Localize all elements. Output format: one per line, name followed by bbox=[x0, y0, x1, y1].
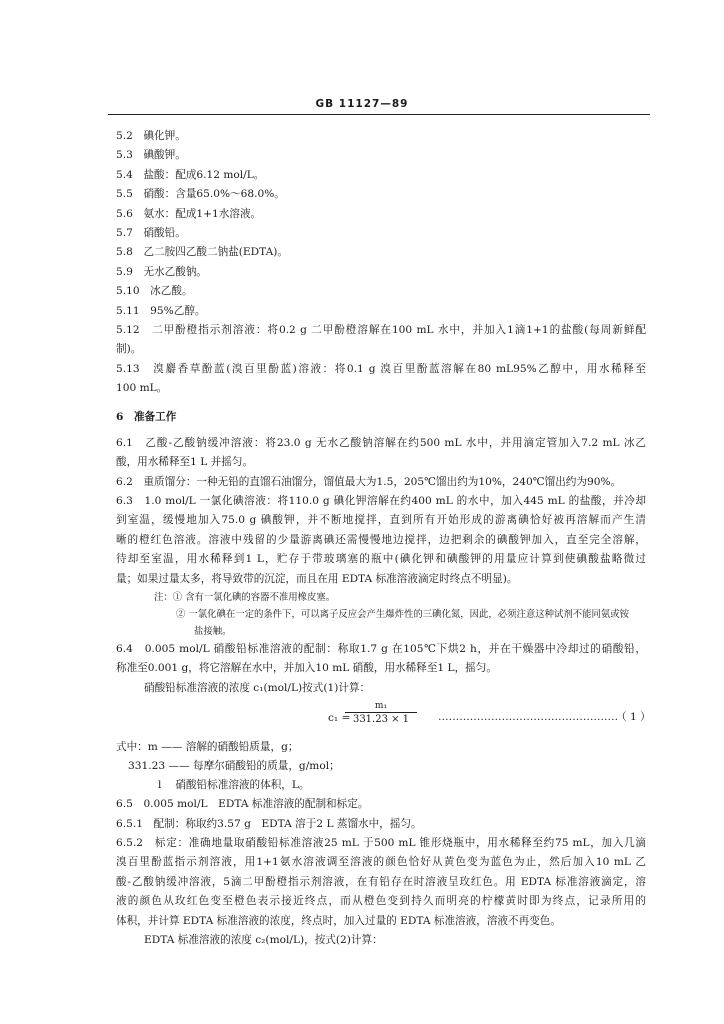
para-6-5-2-line4: 液的颜色从玫红色变至橙色表示接近终点，而从橙色变到持久而明亮的柠檬黄时即为终点，记录所用的 bbox=[116, 895, 646, 908]
definition-m: 式中：m —— 溶解的硝酸铅质量，g； bbox=[116, 741, 299, 754]
para-6-4-line2: 称准至0.001 g，将它溶解在水中，并加入10 mL 硝酸，用水稀释至1 L，摇匀。 bbox=[116, 662, 497, 675]
item-5-7: 5.7 硝酸铅。 bbox=[116, 226, 186, 239]
item-5-3: 5.3 碘酸钾。 bbox=[116, 149, 186, 162]
item-5-8: 5.8 乙二胺四乙酸二钠盐(EDTA)。 bbox=[116, 246, 289, 259]
para-6-3-line2: 到室温，缓慢地加入75.0 g 碘酸钾，并不断地搅拌，直到所有开始形成的游离碘恰好被再溶解而产生清 bbox=[116, 514, 646, 527]
item-5-10: 5.10 冰乙酸。 bbox=[116, 285, 193, 298]
item-5-13-line1: 5.13 溴麝香草酚蓝(溴百里酚蓝)溶液：将0.1 g 溴百里酚蓝溶解在80 mL95%乙醇中，用水稀释至 bbox=[116, 362, 646, 375]
para-6-4-line3: 硝酸铅标准溶液的浓度 c₁(mol/L)按式(1)计算： bbox=[144, 681, 371, 694]
formula-1-denominator: 331.23 × 1 bbox=[352, 714, 410, 726]
formula-1-number: （ 1 ） bbox=[616, 711, 651, 724]
formula-1 bbox=[116, 700, 651, 734]
page-header: GB 11127—89 bbox=[315, 98, 409, 110]
section-6-heading: 6 准备工作 bbox=[116, 411, 177, 424]
item-5-12-line1: 5.12 二甲酚橙指示剂溶液：将0.2 g 二甲酚橙溶解在100 mL 水中，并加入1滴1+1的盐酸(每周新鲜配 bbox=[116, 323, 646, 336]
para-6-1-line1: 6.1 乙酸-乙酸钠缓冲溶液：将23.0 g 无水乙酸钠溶解在约500 mL 水中，并用滴定管加入7.2 mL 冰乙 bbox=[116, 436, 646, 449]
formula-1-lhs: c₁ = bbox=[328, 712, 351, 725]
note-1: 注：① 含有一氯化碘的容器不准用橡皮塞。 bbox=[154, 591, 336, 603]
document-body bbox=[116, 127, 651, 950]
item-5-9: 5.9 无水乙酸钠。 bbox=[116, 265, 208, 278]
item-5-13-line2: 100 mL。 bbox=[116, 382, 168, 395]
note-2-line2: 盐接触。 bbox=[194, 625, 232, 637]
para-6-1-line2: 酸，用水稀释至1 L 并摇匀。 bbox=[116, 456, 254, 469]
item-5-4: 5.4 盐酸：配成6.12 mol/L。 bbox=[116, 168, 265, 181]
para-6-5-1: 6.5.1 配制：称取约3.57 g EDTA 溶于2 L 蒸馏水中，摇匀。 bbox=[116, 817, 422, 830]
definition-volume: l 硝酸铅标准溶液的体积，L。 bbox=[158, 779, 310, 792]
item-5-5: 5.5 硝酸：含量65.0%～68.0%。 bbox=[116, 188, 285, 201]
formula-1-fraction bbox=[341, 700, 421, 727]
item-5-12-line2: 制)。 bbox=[116, 343, 142, 356]
item-5-6: 5.6 氨水：配成1+1水溶液。 bbox=[116, 207, 262, 220]
para-6-3-line3: 晰的橙红色溶液。溶液中残留的少量游离碘还需慢慢地边搅拌，边把剩余的碘酸钾加入，直至完全溶解， bbox=[116, 533, 646, 546]
para-6-3-line4: 待却至室温，用水稀释到1 L，贮存于带玻璃塞的瓶中(碘化钾和碘酸钾的用量应计算到使碘酸盐略微过 bbox=[116, 553, 646, 566]
para-6-3-line1: 6.3 1.0 mol/L 一氯化碘溶液：将110.0 g 碘化钾溶解在约400 mL 的水中，加入445 mL 的盐酸，并冷却 bbox=[116, 495, 646, 508]
para-6-5: 6.5 0.005 mol/L EDTA 标准溶液的配制和标定。 bbox=[116, 798, 369, 811]
formula-1-numerator: m₁ bbox=[374, 701, 388, 712]
para-6-4-line1: 6.4 0.005 mol/L 硝酸铅标准溶液的配制：称取1.7 g 在105℃下烘2 h，并在干燥器中冷却过的硝酸铅， bbox=[116, 642, 646, 655]
header-rule bbox=[108, 114, 650, 115]
item-5-2: 5.2 碘化钾。 bbox=[116, 130, 186, 142]
note-2-line1: ② 一氯化碘在一定的条件下，可以离子反应会产生爆炸性的三碘化氮，因此，必须注意这种试剂不能同氨或铵 bbox=[176, 608, 629, 620]
definition-molar-mass: 331.23 —— 每摩尔硝酸铅的质量，g/mol； bbox=[128, 760, 340, 773]
para-6-5-2-line5: 体积，并计算 EDTA 标准溶液的浓度，终点时，加入过量的 EDTA 标准溶液，溶液不再变色。 bbox=[116, 914, 561, 927]
para-6-5-2-line3: 酸-乙酸钠缓冲溶液，5滴二甲酚橙指示剂溶液，在有铅存在时溶液呈玫红色。用 EDTA 标准溶液滴定，溶 bbox=[116, 875, 646, 888]
para-6-2: 6.2 重质馏分：一种无铅的直馏石油馏分，馏值最大为1.5，205℃馏出约为10%，240℃馏出约为90%。 bbox=[116, 475, 622, 488]
para-6-5-2-line6: EDTA 标准溶液的浓度 c₂(mol/L)，按式(2)计算： bbox=[144, 933, 383, 946]
item-5-11: 5.11 95%乙醇。 bbox=[116, 304, 206, 317]
para-6-5-2-line2: 溴百里酚蓝指示剂溶液，用1+1氨水溶液调至溶液的颜色恰好从黄色变为蓝色为止，然后加入10 mL 乙 bbox=[116, 856, 646, 869]
para-6-5-2-line1: 6.5.2 标定：准确地量取硝酸铅标准溶液25 mL 于500 mL 锥形烧瓶中，用水稀释至约75 mL，加入几滴 bbox=[116, 836, 646, 849]
para-6-3-line5: 量；如果过量太多，将导致带的沉淀，而且在用 EDTA 标准溶液滴定时终点不明显)。 bbox=[116, 572, 518, 585]
formula-1-leader-dots: …………………………………………… bbox=[438, 711, 619, 724]
